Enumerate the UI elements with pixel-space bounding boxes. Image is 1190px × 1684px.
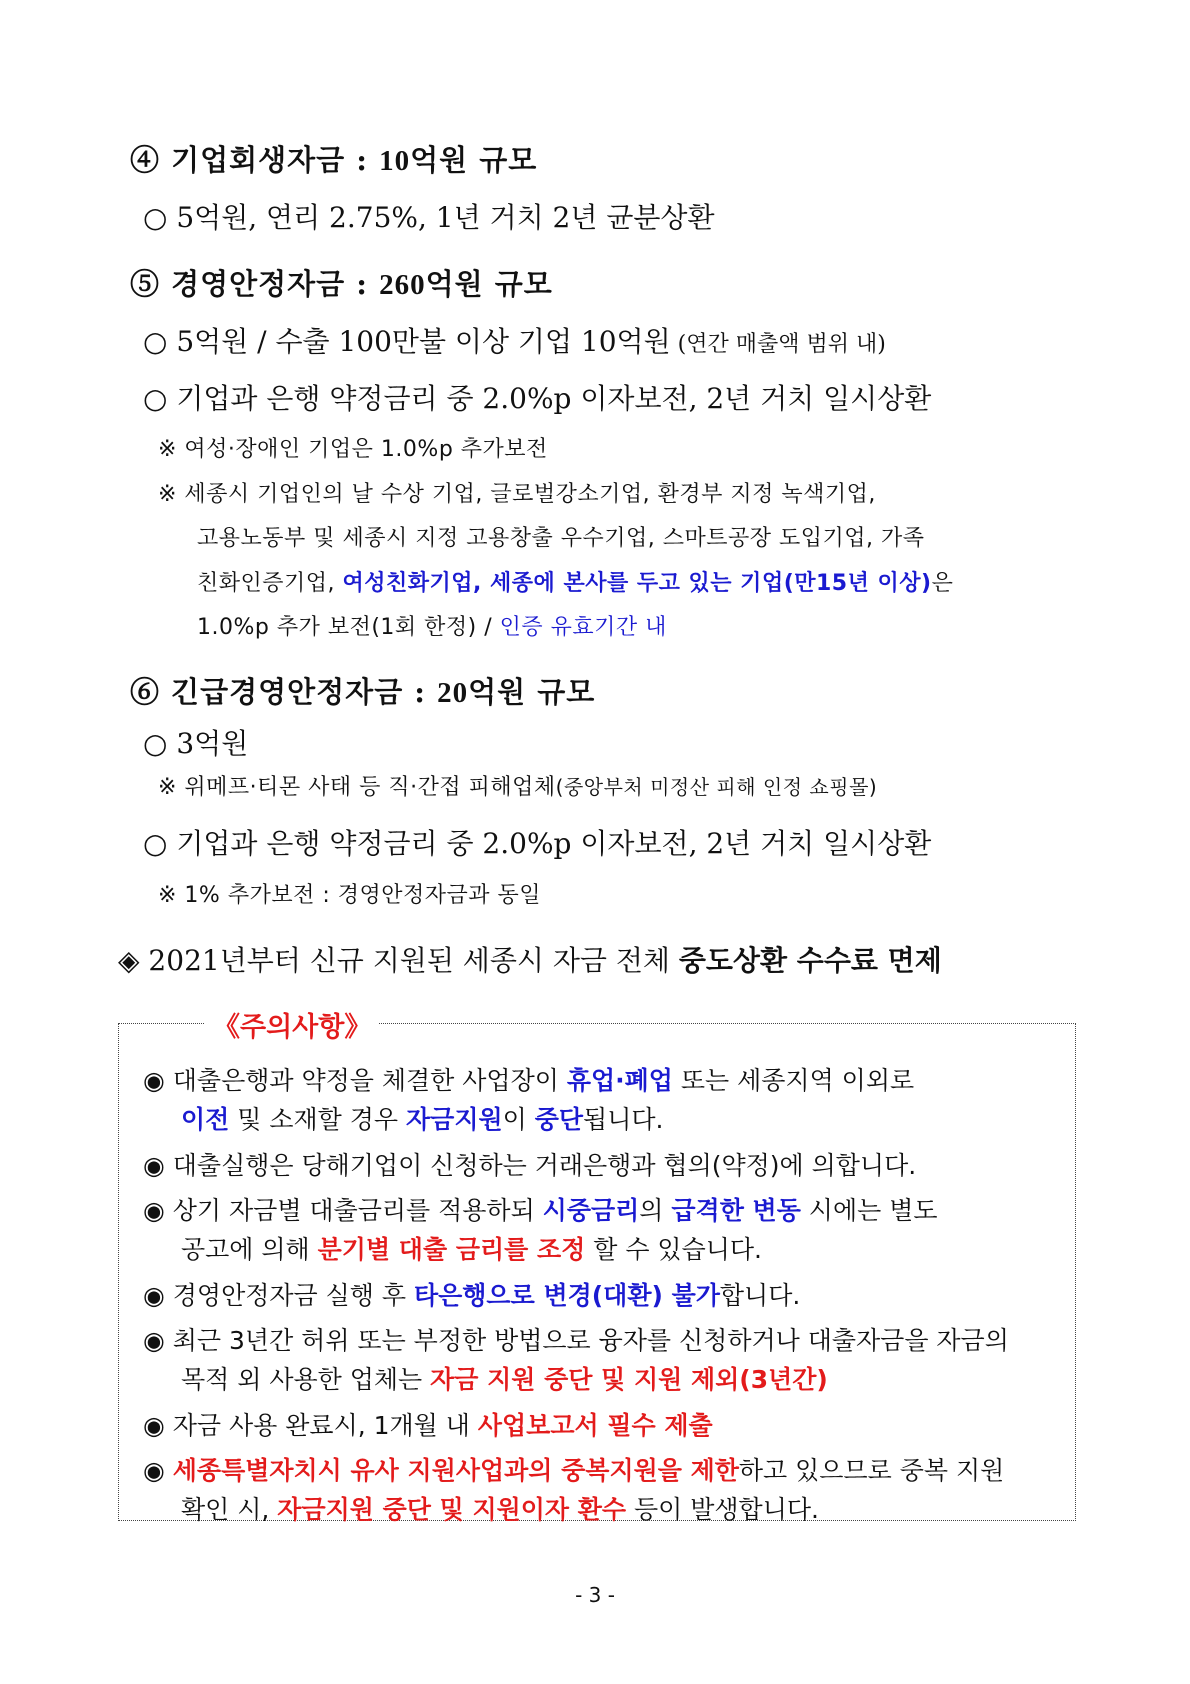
section-5-note-2-line-1: ※ 세종시 기업인의 날 수상 기업, 글로벌강소기업, 환경부 지정 녹색기업, bbox=[158, 482, 876, 507]
section-5-note-2-line-4: 1.0%p 추가 보전(1회 한정) / 인증 유효기간 내 bbox=[197, 615, 667, 640]
notice-item-6: ◉ 자금 사용 완료시, 1개월 내 사업보고서 필수 제출 bbox=[143, 1411, 713, 1440]
notice-item-1: ◉ 대출은행과 약정을 체결한 사업장이 휴업·폐업 또는 세종지역 이외로 bbox=[143, 1066, 915, 1095]
section-6-bullet-1: ○ 3억원 bbox=[143, 727, 249, 760]
notice-item-5: ◉ 최근 3년간 허위 또는 부정한 방법으로 융자를 신청하거나 대출자금을 자금의 bbox=[143, 1326, 1009, 1355]
section-5-note-1: ※ 여성·장애인 기업은 1.0%p 추가보전 bbox=[158, 437, 548, 462]
notice-bullet-icon: ◉ bbox=[143, 1281, 165, 1310]
section-6-note-2: ※ 1% 추가보전 : 경영안정자금과 동일 bbox=[158, 883, 541, 908]
notice-item-3: ◉ 상기 자금별 대출금리를 적용하되 시중금리의 급격한 변동 시에는 별도 bbox=[143, 1196, 938, 1225]
notice-item-7: ◉ 세종특별자치시 유사 지원사업과의 중복지원을 제한하고 있으므로 중복 지원 bbox=[143, 1456, 1005, 1485]
prepayment-fee-waiver: ◈ 2021년부터 신규 지원된 세종시 자금 전체 중도상환 수수료 면제 bbox=[118, 944, 942, 977]
notice-bullet-icon: ◉ bbox=[143, 1411, 165, 1440]
notice-bullet-icon: ◉ bbox=[143, 1326, 165, 1355]
section-5-bullet-2: ○ 기업과 은행 약정금리 중 2.0%p 이자보전, 2년 거치 일시상환 bbox=[143, 382, 932, 415]
section-5-note-2-line-3: 친화인증기업, 여성친화기업, 세종에 본사를 두고 있는 기업(만15년 이상)은 bbox=[197, 571, 954, 596]
notice-bullet-icon: ◉ bbox=[143, 1151, 165, 1180]
section-6-bullet-2: ○ 기업과 은행 약정금리 중 2.0%p 이자보전, 2년 거치 일시상환 bbox=[143, 827, 932, 860]
notice-item-5-line-2: 목적 외 사용한 업체는 자금 지원 중단 및 지원 제외(3년간) bbox=[181, 1365, 828, 1394]
section-6-heading: ⑥ 긴급경영안정자금 : 20억원 규모 bbox=[130, 675, 596, 709]
section-4-bullet-1: ○ 5억원, 연리 2.75%, 1년 거치 2년 균분상환 bbox=[143, 201, 715, 234]
notice-item-7-line-2: 확인 시, 자금지원 중단 및 지원이자 환수 등이 발생합니다. bbox=[181, 1495, 819, 1524]
page-number: - 3 - bbox=[575, 1583, 615, 1607]
notice-item-1-line-2: 이전 및 소재할 경우 자금지원이 중단됩니다. bbox=[181, 1105, 664, 1134]
notice-item-4: ◉ 경영안정자금 실행 후 타은행으로 변경(대환) 불가합니다. bbox=[143, 1281, 801, 1310]
section-5-note-2-line-2: 고용노동부 및 세종시 지정 고용창출 우수기업, 스마트공장 도입기업, 가족 bbox=[197, 526, 925, 551]
notice-item-2: ◉ 대출실행은 당해기업이 신청하는 거래은행과 협의(약정)에 의합니다. bbox=[143, 1151, 917, 1180]
notice-item-3-line-2: 공고에 의해 분기별 대출 금리를 조정 할 수 있습니다. bbox=[181, 1235, 762, 1264]
notice-bullet-icon: ◉ bbox=[143, 1456, 165, 1485]
section-6-note-1: ※ 위메프·티몬 사태 등 직·간접 피해업체(중앙부처 미정산 피해 인정 쇼핑몰) bbox=[158, 775, 878, 800]
notice-bullet-icon: ◉ bbox=[143, 1196, 165, 1225]
section-5-heading: ⑤ 경영안정자금 : 260억원 규모 bbox=[130, 267, 553, 301]
notice-bullet-icon: ◉ bbox=[143, 1066, 165, 1095]
notice-title: 《주의사항》 bbox=[205, 1005, 379, 1044]
section-4-heading: ④ 기업회생자금 : 10억원 규모 bbox=[130, 143, 538, 177]
notice-box bbox=[118, 1023, 1076, 1521]
section-5-bullet-1: ○ 5억원 / 수출 100만불 이상 기업 10억원 (연간 매출액 범위 내) bbox=[143, 325, 886, 358]
